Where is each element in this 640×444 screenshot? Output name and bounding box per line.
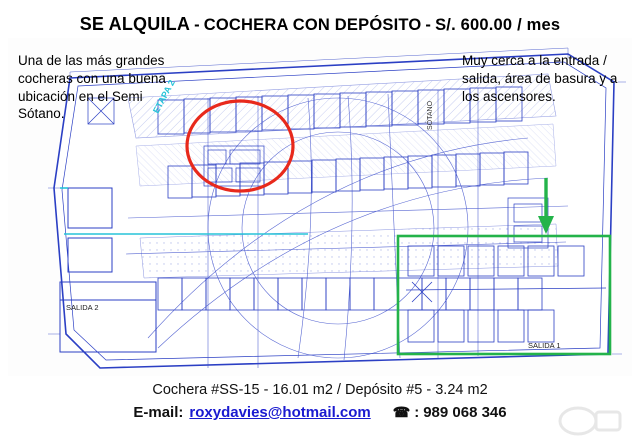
note-right: Muy cerca a la entrada / salida, área de basura y a los ascensores. bbox=[462, 53, 618, 104]
email-link[interactable]: roxydavies@hotmail.com bbox=[189, 404, 371, 421]
sotano-label: SÓTANO bbox=[427, 100, 434, 130]
phone-number: 989 068 346 bbox=[423, 404, 507, 421]
footer bbox=[0, 382, 640, 421]
title-separator-1: - bbox=[194, 16, 200, 34]
title-sub: COCHERA CON DEPÓSITO bbox=[203, 16, 422, 34]
salida2-label: SALIDA 2 bbox=[66, 303, 99, 312]
email-label: E-mail: bbox=[133, 404, 184, 421]
title-separator-2: - bbox=[425, 16, 432, 34]
etapa2-label: ETAPA 2 bbox=[150, 78, 177, 115]
unit-details: Cochera #SS-15 - 16.01 m2 / Depósito #5 - 3.24 m2 bbox=[152, 382, 488, 398]
phone-icon: ☎ bbox=[392, 404, 411, 420]
phone-separator: : bbox=[414, 404, 420, 421]
salida1-label: SALIDA 1 bbox=[528, 341, 561, 350]
page-title bbox=[0, 14, 640, 35]
title-main: SE ALQUILA bbox=[79, 14, 191, 34]
contact-line bbox=[0, 404, 640, 421]
note-left: Una de las más grandes cocheras con una buena ubicación en el Semi Sótano. bbox=[18, 53, 166, 122]
price-label: S/. 600.00 / mes bbox=[435, 16, 561, 34]
phone-group bbox=[393, 404, 507, 421]
watermark bbox=[556, 404, 626, 438]
